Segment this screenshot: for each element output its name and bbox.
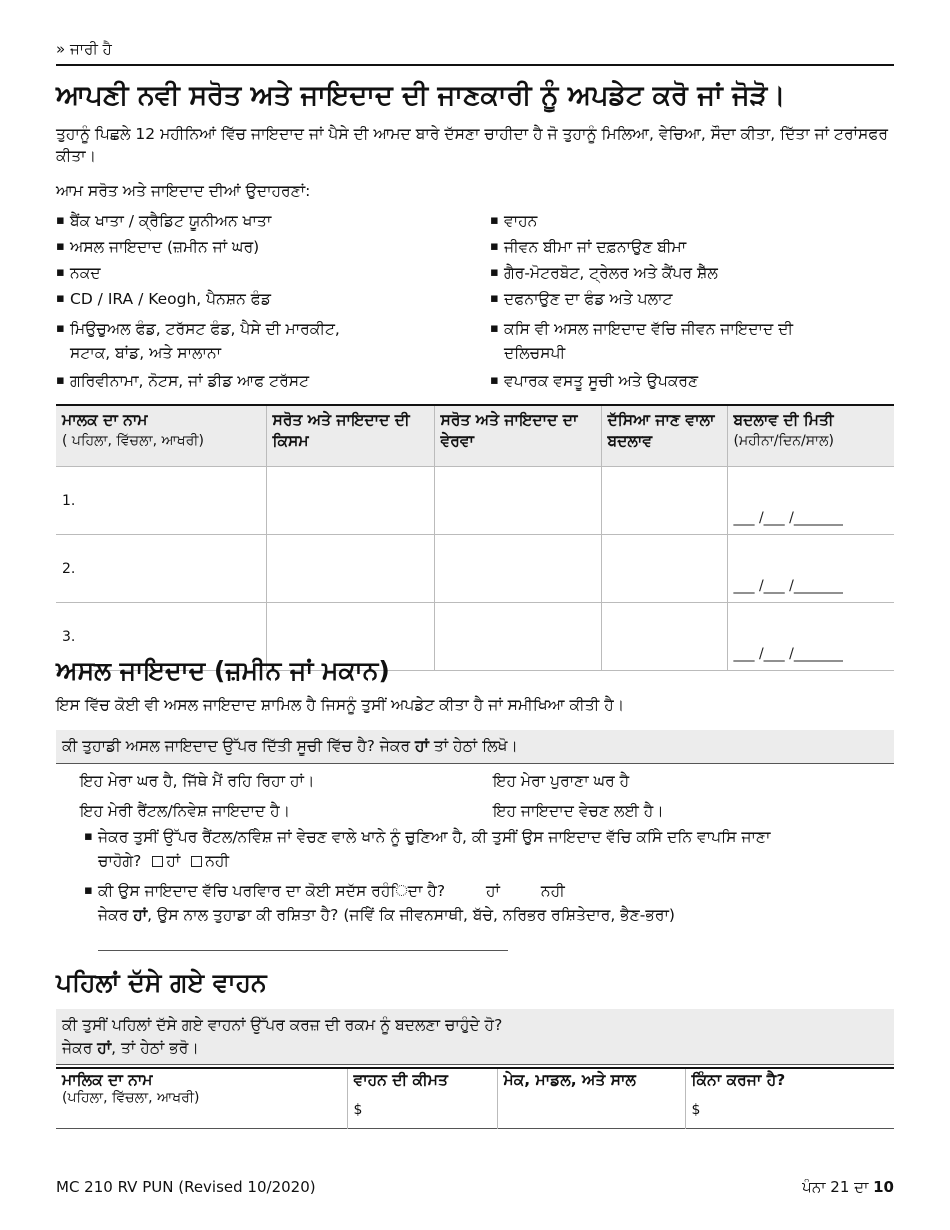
change-date-cell[interactable]: ___ /___ /_______ xyxy=(727,535,894,603)
table-row xyxy=(56,535,894,603)
example-item: ▪ ਬੈਂਕ ਖਾਤਾ / ਕ੍ਰੈਡਿਟ ਯੂਨੀਅਨ ਖਾਤਾ xyxy=(70,210,271,232)
example-item: ▪ ਵਾਹਨ xyxy=(504,210,537,232)
assets-table xyxy=(56,404,894,671)
col-owner-name: ਮਾਲਕ ਦਾ ਨਾਮ ( ਪਹਿਲਾ, ਵਿੱਚਲਾ, ਆਖਰੀ) xyxy=(56,405,266,467)
example-item: ▪ ਮਿਉਚੁਅਲ ਫੰਡ, ਟਰੱਸਟ ਫੰਡ, ਪੈਸੇ ਦੀ ਮਾਰਕੀਟ, xyxy=(70,318,340,340)
table-row xyxy=(56,1120,894,1128)
return-question-cont: ਚਾਹੋਗੇ? ਹਾਂ ਨਹੀ xyxy=(98,852,230,870)
examples-label: ਆਮ ਸਰੋਤ ਅਤੇ ਜਾਇਦਾਦ ਦੀਆਂ ਉਦਾਹਰਣਾਂ: xyxy=(56,182,311,200)
col-vehicle-owner: ਮਾਲਿਕ ਦਾ ਨਾਮ (ਪਹਿਲਾ, ਵਿੱਚਲਾ, ਆਖਰੀ) xyxy=(56,1068,347,1120)
family-no-option[interactable]: ਨਹੀ xyxy=(540,882,565,900)
col-make-model-year: ਮੇਕ, ਮਾਡਲ, ਅਤੇ ਸਾਲ xyxy=(497,1068,685,1120)
example-item: ▪ ਕਸਿ ਵੀ ਅਸਲ ਜਾਇਦਾਦ ਵੱਚਿ ਜੀਵਨ ਜਾਇਦਾਦ ਦੀ xyxy=(504,318,793,340)
owner-name-cell[interactable]: 1. xyxy=(56,467,266,535)
family-yes-option[interactable]: ਹਾਂ xyxy=(486,882,500,900)
owner-name-cell[interactable]: 3. xyxy=(56,603,266,671)
change-reported-cell[interactable] xyxy=(601,535,727,603)
section-title-vehicles: ਪਹਿਲਾਂ ਦੱਸੇ ਗਏ ਵਾਹਨ xyxy=(56,968,267,997)
vehicle-value-cell[interactable] xyxy=(347,1120,497,1128)
option-former-home[interactable]: ਇਹ ਮੇਰਾ ਪੁਰਾਣਾ ਘਰ ਹੈ xyxy=(493,772,630,790)
real-property-question: ਕੀ ਤੁਹਾਡੀ ਅਸਲ ਜਾਇਦਾਦ ਉੱਪਰ ਦਿੱਤੀ ਸੂਚੀ ਵਿੱਚ ਹੈ? ਜੇਕਰ ਹਾਂ ਤਾਂ ਹੇਠਾਂ ਲਿਖੋ। xyxy=(56,730,894,764)
example-item-cont: ਦਲਿਚਸਪੀ xyxy=(504,344,566,362)
example-item: ▪ ਗਰਿਵੀਨਾਮਾ, ਨੋਟਸ, ਜਾਂ ਡੀਡ ਆਫ ਟਰੱਸਟ xyxy=(70,370,309,392)
col-asset-description: ਸਰੋਤ ਅਤੇ ਜਾਇਦਾਦ ਦਾ ਵੇਰਵਾ xyxy=(434,405,601,467)
example-item: ▪ ਵਪਾਰਕ ਵਸਤੂ ਸੂਚੀ ਅਤੇ ਉਪਕਰਣ xyxy=(504,370,698,392)
col-vehicle-value: ਵਾਹਨ ਦੀ ਕੀਮਤ $ xyxy=(347,1068,497,1120)
col-asset-type: ਸਰੋਤ ਅਤੇ ਜਾਇਦਾਦ ਦੀ ਕਿਸਮ xyxy=(266,405,434,467)
continued-label: » ਜਾਰੀ ਹੈ xyxy=(56,40,112,58)
change-date-cell[interactable]: ___ /___ /_______ xyxy=(727,603,894,671)
return-question: ▪ ਜੇਕਰ ਤੁਸੀਂ ਉੱਪਰ ਰੈਂਟਲ/ਨਵਿੇਸ਼ ਜਾਂ ਵੇਚਣ ਵਾਲੇ ਖਾਨੇ ਨੂੰ ਚੁਣਿਆ ਹੈ, ਕੀ ਤੁਸੀਂ ਉਸ ਜਾਇਦਾਦ ਵੱਚਿ ਕਸਿੇ ਦਨਿ ਵਾਪਸਿ ਜਾਣਾ xyxy=(98,826,894,848)
no-label: ਨਹੀ xyxy=(205,852,230,870)
example-item: ▪ CD / IRA / Keogh, ਪੈਨਸ਼ਨ ਫੰਡ xyxy=(70,288,271,310)
relationship-answer-line[interactable] xyxy=(98,950,508,951)
amount-owed-cell[interactable] xyxy=(685,1120,894,1128)
example-item: ▪ ਦਫਨਾਉਣ ਦਾ ਫੰਡ ਅਤੇ ਪਲਾਟ xyxy=(504,288,673,310)
change-date-cell[interactable]: ___ /___ /_______ xyxy=(727,467,894,535)
col-amount-owed: ਕਿੰਨਾ ਕਰਜਾ ਹੈ? $ xyxy=(691,1071,786,1118)
vehicles-table xyxy=(56,1067,894,1129)
example-item: ▪ ਨਕਦ xyxy=(70,262,101,284)
owner-name-cell[interactable]: 2. xyxy=(56,535,266,603)
option-rental-investment[interactable]: ਇਹ ਮੇਰੀ ਰੈਂਟਲ/ਨਿਵੇਸ਼ ਜਾਇਦਾਦ ਹੈ। xyxy=(80,802,291,820)
col-change-date: ਬਦਲਾਵ ਦੀ ਮਿਤੀ (ਮਹੀਨਾ/ਦਿਨ/ਸਾਲ) xyxy=(727,405,894,467)
example-item-cont: ਸਟਾਕ, ਬਾਂਡ, ਅਤੇ ਸਾਲਾਨਾ xyxy=(70,344,222,362)
asset-type-cell[interactable] xyxy=(266,467,434,535)
asset-description-cell[interactable] xyxy=(434,603,601,671)
vehicle-owner-cell[interactable] xyxy=(56,1120,347,1128)
col-change-reported: ਦੱਸਿਆ ਜਾਣ ਵਾਲਾ ਬਦਲਾਵ xyxy=(601,405,727,467)
example-item: ▪ ਜੀਵਨ ਬੀਮਾ ਜਾਂ ਦਫ਼ਨਾਉਣ ਬੀਮਾ xyxy=(504,236,686,258)
family-member-question: ▪ ਕੀ ਉਸ ਜਾਇਦਾਦ ਵੱਚਿ ਪਰਵਿਾਰ ਦਾ ਕੋਈ ਸਦੱਸ ਰਹੰਿਦਾ ਹੈ? ਹਾਂ ਨਹੀ xyxy=(98,880,894,902)
table-row xyxy=(56,467,894,535)
yes-checkbox[interactable] xyxy=(152,856,163,867)
real-property-intro: ਇਸ ਵਿੱਚ ਕੋਈ ਵੀ ਅਸਲ ਜਾਇਦਾਦ ਸ਼ਾਮਿਲ ਹੈ ਜਿਸਨੂੰ ਤੁਸੀਂ ਅਪਡੇਟ ਕੀਤਾ ਹੈ ਜਾਂ ਸਮੀਖਿਆ ਕੀਤੀ ਹੈ। xyxy=(56,696,625,714)
page-number: ਪੰਨਾ 21 ਦਾ 10 xyxy=(802,1178,894,1196)
relationship-question: ਜੇਕਰ ਹਾਂ, ਉਸ ਨਾਲ ਤੁਹਾਡਾ ਕੀ ਰਸ਼ਿਤਾ ਹੈ? (ਜਵਿੇਂ ਕਿ ਜੀਵਨਸਾਥੀ, ਬੱਚੇ, ਨਰਿਭਰ ਰਸ਼ਿਤੇਦਾਰ, ਭੈਣ-ਭਰਾ) xyxy=(98,906,675,924)
assets-intro: ਤੁਹਾਨੂੰ ਪਿਛਲੇ 12 ਮਹੀਨਿਆਂ ਵਿੱਚ ਜਾਇਦਾਦ ਜਾਂ ਪੈਸੇ ਦੀ ਆਮਦ ਬਾਰੇ ਦੱਸਣਾ ਚਾਹੀਦਾ ਹੈ ਜੋ ਤੁਹਾਨੂੰ ਮਿਲਿਆ, ਵੇਚਿਆ, ਸੌਦਾ ਕੀਤਾ, ਦਿੱਤਾ ਜਾਂ ਟਰਾਂਸਫਰ ਕੀਤਾ। xyxy=(56,125,889,165)
asset-description-cell[interactable] xyxy=(434,467,601,535)
change-reported-cell[interactable] xyxy=(601,467,727,535)
example-item: ▪ ਅਸਲ ਜਾਇਦਾਦ (ਜ਼ਮੀਨ ਜਾਂ ਘਰ) xyxy=(70,236,259,258)
option-for-sale[interactable]: ਇਹ ਜਾਇਦਾਦ ਵੇਚਣ ਲਈ ਹੈ। xyxy=(493,802,664,820)
yes-label: ਹਾਂ xyxy=(166,852,181,870)
example-item: ▪ ਗੈਰ-ਮੋਟਰਬੋਟ, ਟ੍ਰੇਲਰ ਅਤੇ ਕੈਂਪਰ ਸ਼ੈੱਲ xyxy=(504,262,718,284)
asset-type-cell[interactable] xyxy=(266,535,434,603)
make-model-year-cell[interactable] xyxy=(497,1120,685,1128)
change-reported-cell[interactable] xyxy=(601,603,727,671)
option-my-home[interactable]: ਇਹ ਮੇਰਾ ਘਰ ਹੈ, ਜਿੱਥੇ ਮੈਂ ਰਹਿ ਰਿਹਾ ਹਾਂ। xyxy=(80,772,315,790)
section-title-real-property: ਅਸਲ ਜਾਇਦਾਦ (ਜ਼ਮੀਨ ਜਾਂ ਮਕਾਨ) xyxy=(56,656,390,685)
top-divider xyxy=(56,64,894,66)
vehicle-question: ਕੀ ਤੁਸੀਂ ਪਹਿਲਾਂ ਦੱਸੇ ਗਏ ਵਾਹਨਾਂ ਉੱਪਰ ਕਰਜ਼ ਦੀ ਰਕਮ ਨੂੰ ਬਦਲਣਾ ਚਾਹੁੰਦੇ ਹੋ? ਜੇਕਰ ਹਾਂ, ਤਾਂ ਹੇਠਾਂ ਭਰੋ। xyxy=(56,1009,894,1065)
asset-description-cell[interactable] xyxy=(434,535,601,603)
section-title-assets: ਆਪਣੀ ਨਵੀ ਸਰੋਤ ਅਤੇ ਜਾਇਦਾਦ ਦੀ ਜਾਣਕਾਰੀ ਨੂੰ ਅਪਡੇਟ ਕਰੋ ਜਾਂ ਜੋੜੋ। xyxy=(56,80,786,111)
no-checkbox[interactable] xyxy=(191,856,202,867)
form-id: MC 210 RV PUN (Revised 10/2020) xyxy=(56,1178,316,1196)
